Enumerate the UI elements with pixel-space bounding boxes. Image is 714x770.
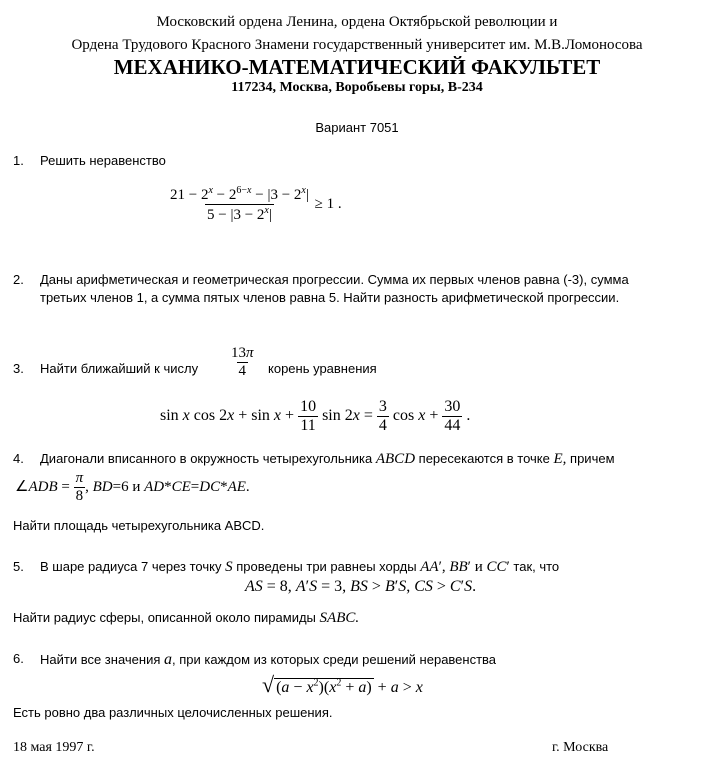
problem-6-inequality: √ $(a - x^2)(x^2 + a) + a > x$ [262, 672, 423, 697]
problem-6-text [40, 651, 496, 669]
problem-5-final [13, 610, 359, 627]
problem-5-point: S [225, 559, 233, 575]
variant-label: Вариант 7051 [315, 120, 399, 135]
problem-5-text-end: так, что [513, 559, 560, 574]
problem-5-number: 5. [13, 559, 24, 574]
problem-5-text-start: В шаре радиуса 7 через точку [40, 559, 222, 574]
problem-5-condition: AS = 8, A′S = 3, BS > B′S, CS > C′S. [245, 578, 477, 595]
problem-1-inequality: $\frac{21 - 2^x - 2^{6-x} - |3 - 2^x|}{5 - |3 - 2^x|}$ ≥ 1 . [170, 185, 342, 223]
problem-4-text [40, 451, 615, 468]
problem-4-final: Найти площадь четырехугольника ABCD. [13, 518, 265, 533]
exam-date: 18 мая 1997 г. [13, 740, 95, 755]
problem-5-pyramid: SABC. [319, 610, 360, 626]
problem-5-chords: AA′, BB′ и CC′ [420, 559, 510, 575]
problem-6-param: a [164, 651, 173, 668]
problem-6-text-end: , при каждом из которых среди решений неравенства [172, 652, 497, 667]
problem-2-text-line2: третьих членов 1, а сумма пятых членов равна 5. Найти разность арифметической прогрессии. [40, 290, 620, 305]
problem-1-text: Решить неравенство [40, 153, 166, 168]
university-line-2: Ордена Трудового Красного Знамени государственный университет им. М.В.Ломоносова [71, 37, 643, 53]
problem-4-point: E, [553, 451, 567, 467]
problem-5-text-mid: проведены три равнеы хорды [236, 559, 417, 574]
problem-1-number: 1. [13, 153, 24, 168]
problem-4-number: 4. [13, 451, 24, 466]
problem-4-text-mid: пересекаются в точке [418, 451, 550, 466]
faculty-title: МЕХАНИКО-МАТЕМАТИЧЕСКИЙ ФАКУЛЬТЕТ [113, 55, 601, 79]
problem-2-number: 2. [13, 272, 24, 287]
problem-3-number: 3. [13, 361, 24, 376]
problem-3-text-after: корень уравнения [268, 361, 377, 376]
faculty-address: 117234, Москва, Воробьевы горы, В-234 [231, 80, 483, 95]
problem-3-target-number: $\frac{13\pi}{4}$ [231, 345, 254, 379]
problem-4-quad-label: ABCD [375, 451, 416, 467]
problem-5-text [40, 559, 559, 576]
problem-4-text-start: Диагонали вписанного в окружность четырехугольника [40, 451, 373, 466]
problem-5-final-text: Найти радиус сферы, описанной около пирамиды [13, 610, 316, 625]
university-line-1: Московский ордена Ленина, ордена Октябрьской революции и [156, 14, 558, 30]
problem-2-text-line1: Даны арифметическая и геометрическая прогрессии. Сумма их первых членов равна (-3), сумма [40, 272, 629, 287]
problem-6-text-start: Найти все значения [40, 652, 161, 667]
exam-city: г. Москва [552, 740, 609, 755]
problem-6-number: 6. [13, 651, 24, 666]
problem-4-text-end: причем [570, 451, 615, 466]
problem-3-equation: sin x cos 2x + sin x + $\frac{10}{11}$ sin 2x = $\frac{3}{4}$ cos x + $\frac{30}{44}$ . [160, 398, 471, 434]
problem-3-text: Найти ближайший к числу [40, 361, 199, 376]
problem-4-condition: ∠ADB = $\frac{\pi}{8}$ , BD=6 и AD*CE=DC*AE. [15, 470, 250, 504]
problem-6-final: Есть ровно два различных целочисленных решения. [13, 705, 333, 720]
